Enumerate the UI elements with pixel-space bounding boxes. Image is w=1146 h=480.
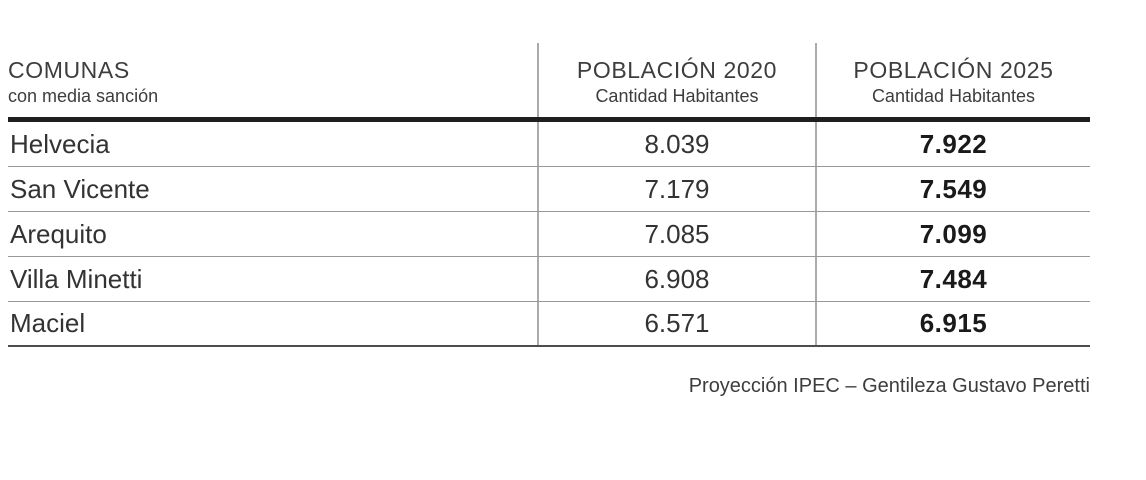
population-2025-value: 7.549 [815, 167, 1090, 211]
table-row [8, 212, 1090, 257]
header-cell-poblacion-2020 [537, 43, 815, 117]
comuna-name: Arequito [10, 218, 107, 249]
population-table [8, 43, 1090, 347]
header-cell-comunas [8, 43, 537, 117]
population-2025-value: 7.922 [815, 122, 1090, 166]
table-row [8, 302, 1090, 347]
population-2025-value: 6.915 [815, 302, 1090, 345]
table-row [8, 167, 1090, 212]
population-table-page [0, 43, 1146, 480]
table-header-row [8, 43, 1090, 122]
header-cell-poblacion-2025 [815, 43, 1090, 117]
population-2020-value: 8.039 [537, 122, 815, 166]
population-2020-value: 7.179 [537, 167, 815, 211]
column-title-poblacion-2025: POBLACIÓN 2025 [853, 56, 1054, 83]
column-title-comunas: COMUNAS [8, 56, 130, 83]
column-subtitle-comunas: con media sanción [8, 86, 159, 107]
population-2025-value: 7.099 [815, 212, 1090, 256]
source-credit: Proyección IPEC – Gentileza Gustavo Peretti [688, 375, 1090, 397]
column-subtitle-poblacion-2020: Cantidad Habitantes [595, 86, 759, 107]
population-2020-value: 7.085 [537, 212, 815, 256]
column-title-poblacion-2020: POBLACIÓN 2020 [576, 56, 778, 83]
comuna-name: Maciel [10, 308, 86, 338]
comuna-name: Villa Minetti [10, 263, 143, 294]
population-2020-value: 6.908 [537, 257, 815, 301]
comuna-name: San Vicente [10, 173, 150, 204]
column-subtitle-poblacion-2025: Cantidad Habitantes [871, 86, 1036, 107]
table-row [8, 122, 1090, 167]
table-row [8, 257, 1090, 302]
population-2020-value: 6.571 [537, 302, 815, 345]
comuna-name: Helvecia [10, 128, 110, 159]
population-2025-value: 7.484 [815, 257, 1090, 301]
